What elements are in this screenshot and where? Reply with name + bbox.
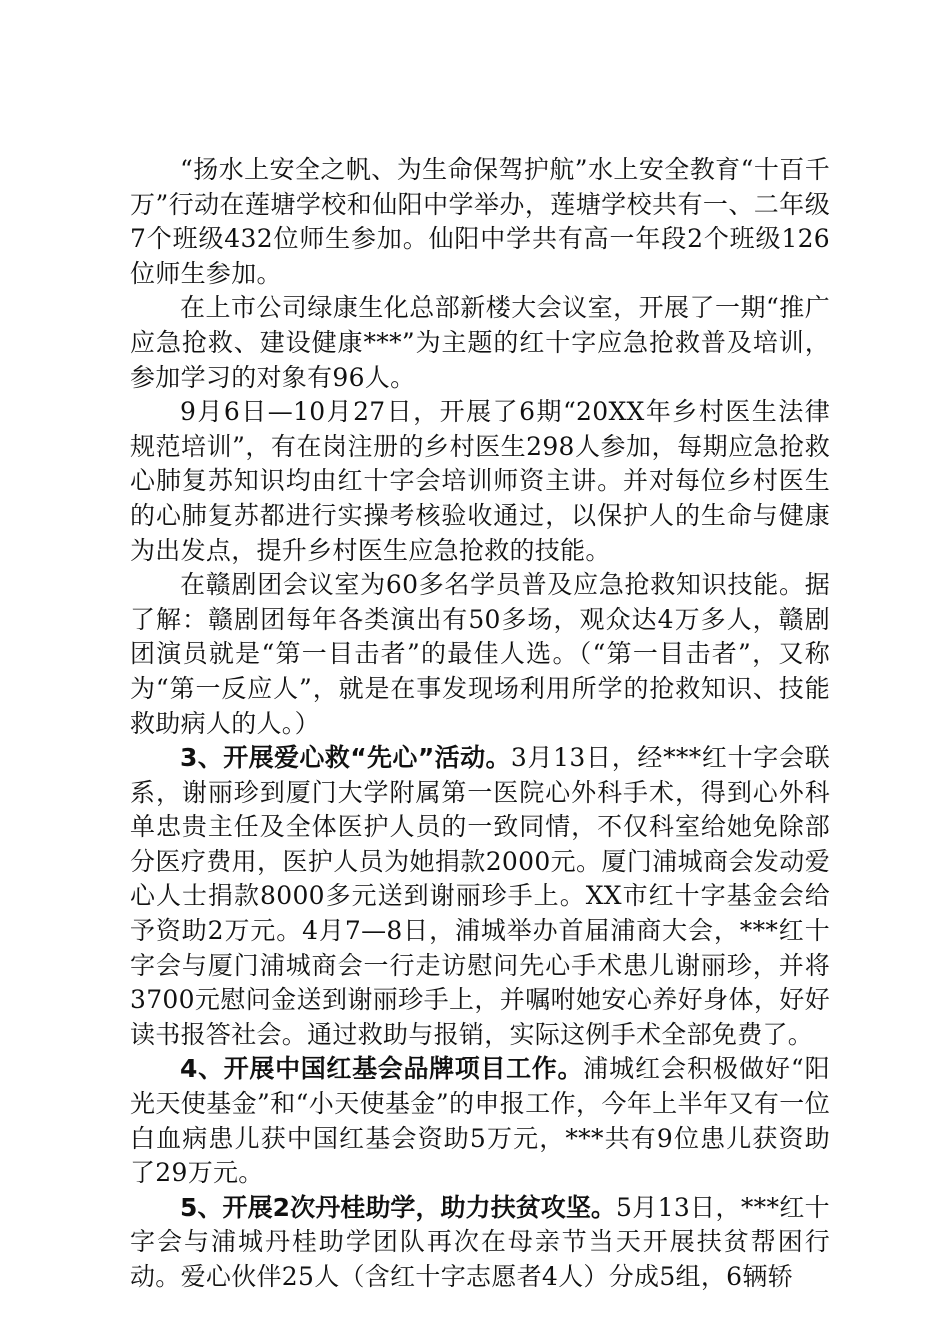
paragraph-opera-troupe <box>130 568 830 741</box>
paragraph-text: “扬水上安全之帆、为生命保驾护航”水上安全教育“十百千万”行动在莲塘学校和仙阳中学举办，莲塘学校共有一、二年级7个班级432位师生参加。仙阳中学共有高一年段2个班级126位师生参加。 <box>130 155 830 288</box>
paragraph-first-aid-training <box>130 291 830 395</box>
section-heading: 5、开展2次丹桂助学，助力扶贫攻坚。 <box>180 1192 616 1222</box>
paragraph-text: 9月6日—10月27日，开展了6期“20XX年乡村医生法律规范培训”，有在岗注册的乡村医生298人参加，每期应急抢救心肺复苏知识均由红十字会培训师资主讲。并对每位乡村医生的心肺复苏都进行实操考核验收通过，以保护人的生命与健康为出发点，提升乡村医生应急抢救的技能。 <box>130 397 830 565</box>
section-heading: 4、开展中国红基会品牌项目工作。 <box>180 1054 584 1084</box>
paragraph-village-doctor-training <box>130 395 830 568</box>
paragraph-text: 3月13日，经***红十字会联系，谢丽珍到厦门大学附属第一医院心外科手术，得到心外科单忠贵主任及全体医护人员的一致同情，不仅科室给她免除部分医疗费用，医护人员为她捐款2000元。厦门浦城商会发动爱心人士捐款8000多元送到谢丽珍手上。XX市红十字基金会给予资助2万元。4月7—8日，浦城举办首届浦商大会，***红十字会与厦门浦城商会一行走访慰问先心手术患儿谢丽珍，并将3700元慰问金送到谢丽珍手上，并嘱咐她安心养好身体，好好读书报答社会。通过救助与报销，实际这例手术全部免费了。 <box>130 743 830 1049</box>
document-page <box>130 153 830 1295</box>
paragraph-text: 在上市公司绿康生化总部新楼大会议室，开展了一期“推广应急抢救、建设健康***”为主题的红十字应急抢救普及培训，参加学习的对象有96人。 <box>130 293 830 392</box>
paragraph-section-4 <box>130 1052 830 1190</box>
paragraph-text: 在赣剧团会议室为60多名学员普及应急抢救知识技能。据了解：赣剧团每年各类演出有50多场，观众达4万多人，赣剧团演员就是“第一目击者”的最佳人选。（“第一目击者”，又称为“第一反应人”，就是在事发现场利用所学的抢救知识、技能救助病人的人。） <box>130 570 830 738</box>
paragraph-text: 5月13日，***红十字会与浦城丹桂助学团队再次在母亲节当天开展扶贫帮困行动。爱心伙伴25人（含红十字志愿者4人）分成5组，6辆轿 <box>130 1192 830 1291</box>
paragraph-section-3 <box>130 741 830 1052</box>
paragraph-section-5 <box>130 1191 830 1295</box>
section-heading: 3、开展爱心救“先心”活动。 <box>180 743 511 773</box>
paragraph-text: 浦城红会积极做好“阳光天使基金”和“小天使基金”的申报工作，今年上半年又有一位白血病患儿获中国红基会资助5万元，***共有9位患儿获资助了29万元。 <box>130 1054 830 1188</box>
paragraph-water-safety <box>130 153 830 291</box>
